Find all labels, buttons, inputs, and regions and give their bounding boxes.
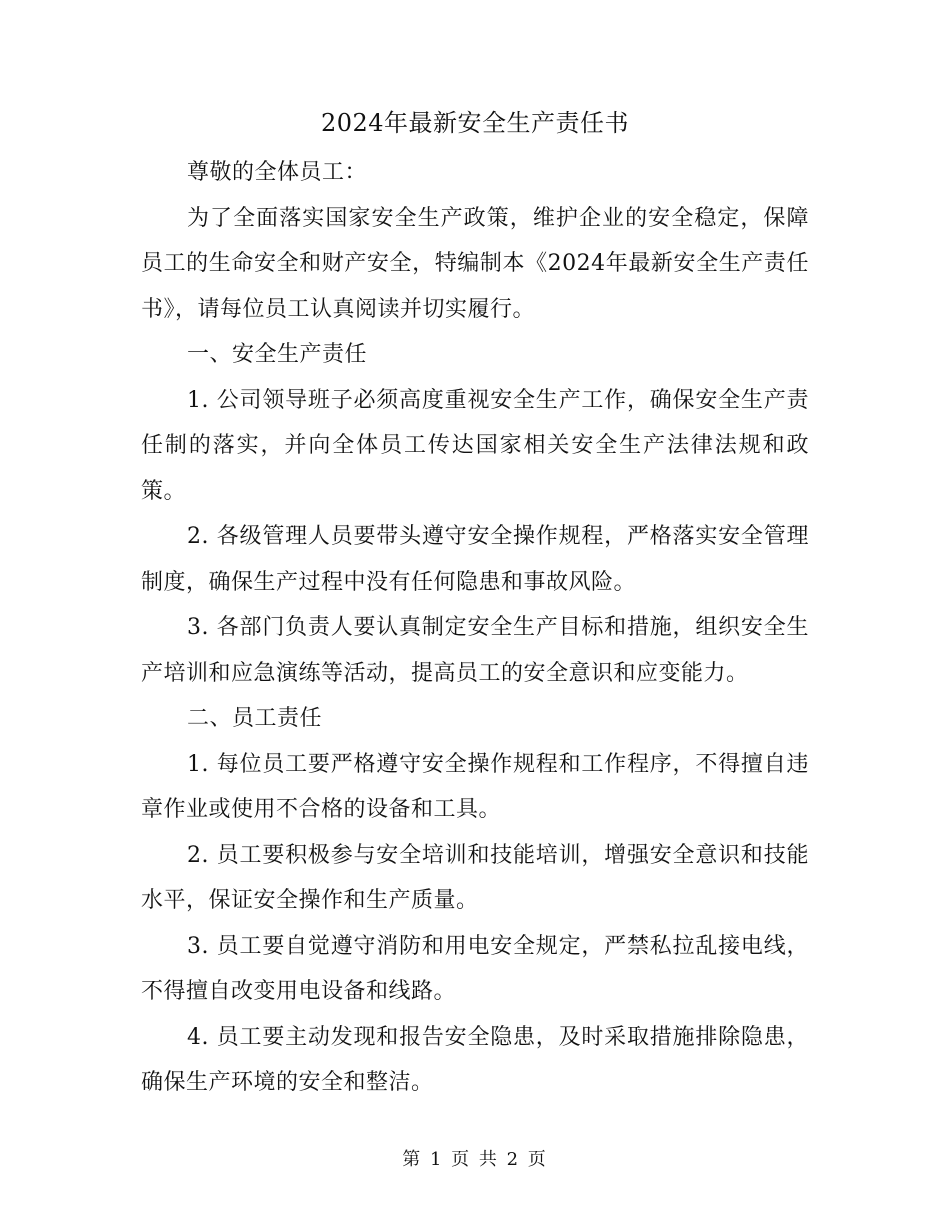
section-heading-employee-responsibility: 二、员工责任 (187, 706, 323, 731)
list-item: 1. 每位员工要严格遵守安全操作规程和工作程序，不得擅自违章作业或使用不合格的设备和工具。 (141, 751, 809, 822)
intro-paragraph: 为了全面落实国家安全生产政策，维护企业的安全稳定，保障员工的生命安全和财产安全，特编制本《2024年最新安全生产责任书》，请每位员工认真阅读并切实履行。 (141, 205, 809, 322)
list-item: 1. 公司领导班子必须高度重视安全生产工作，确保安全生产责任制的落实，并向全体员工传达国家相关安全生产法律法规和政策。 (141, 387, 809, 504)
list-item: 2. 员工要积极参与安全培训和技能培训，增强安全意识和技能水平，保证安全操作和生产质量。 (141, 842, 809, 913)
list-item: 3. 员工要自觉遵守消防和用电安全规定，严禁私拉乱接电线，不得擅自改变用电设备和线路。 (141, 933, 809, 1004)
page-number-footer: 第 1 页 共 2 页 (402, 1149, 548, 1170)
list-item: 3. 各部门负责人要认真制定安全生产目标和措施，组织安全生产培训和应急演练等活动，提高员工的安全意识和应变能力。 (141, 615, 809, 686)
section-heading-production-responsibility: 一、安全生产责任 (187, 342, 368, 367)
list-item: 4. 员工要主动发现和报告安全隐患，及时采取措施排除隐患，确保生产环境的安全和整洁。 (141, 1024, 809, 1095)
salutation: 尊敬的全体员工： (187, 160, 368, 185)
list-item: 2. 各级管理人员要带头遵守安全操作规程，严格落实安全管理制度，确保生产过程中没有任何隐患和事故风险。 (141, 524, 809, 595)
document-body (141, 150, 809, 1106)
document-title: 2024年最新安全生产责任书 (320, 109, 630, 137)
